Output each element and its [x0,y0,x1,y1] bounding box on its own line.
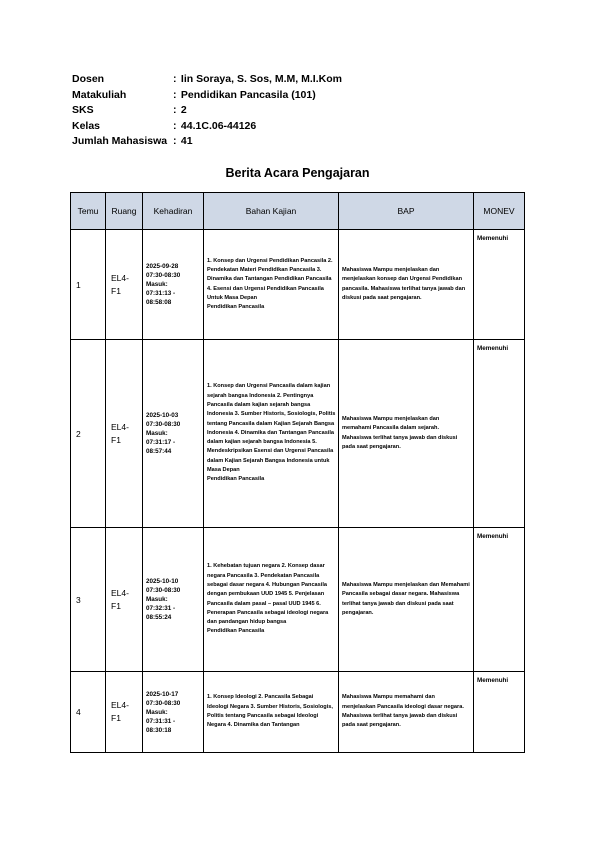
header-monev: MONEV [474,193,525,230]
cell-kehadiran [143,672,204,753]
info-value: Pendidikan Pancasila (101) [180,88,316,101]
cell-kehadiran [143,340,204,528]
table-row [71,528,525,672]
kehadiran-in: 07:31:17 - [146,439,176,446]
cell-monev: Memenuhi [474,230,525,340]
info-value: 44.1C.06-44126 [180,119,257,132]
bap-table [70,192,525,753]
cell-monev: Memenuhi [474,528,525,672]
cell-temu: 2 [71,340,106,528]
kehadiran-time: 07:30-08:30 [146,421,181,428]
cell-temu: 4 [71,672,106,753]
info-label: Matakuliah [72,88,127,101]
kehadiran-time: 07:30-08:30 [146,272,181,279]
kehadiran-label: Masuk: [146,281,168,288]
header-bahan-kajian: Bahan Kajian [204,193,339,230]
cell-bahan-kajian: 1. Konsep Ideologi 2. Pancasila Sebagai Ideologi Negara 3. Sumber Historis, Sosiologis, Politis tentang Pancasila sebagai Ideologi Negara 4. Dinamika dan Tantangan [204,672,339,753]
cell-bahan-kajian: 1. Konsep dan Urgensi Pendidikan Pancasila 2. Pendekatan Materi Pendidikan Pancasila 3. Dinamika dan Tantangan Pendidikan Pancasila 4. Esensi dan Urgensi Pendidikan Pancasila Untuk Masa Depan Pendidikan Pancasila [204,230,339,340]
kehadiran-out: 08:57:44 [146,448,172,455]
cell-bap: Mahasiswa Mampu menjelaskan dan Memahami Pancasila sebagai dasar negara. Mahasiswa terlihat tanya jawab dan diskusi pada saat pengajaran. [339,528,474,672]
info-row-kelas: Kelas : 44.1C.06-44126 [72,119,342,135]
cell-monev: Memenuhi [474,340,525,528]
info-label: Kelas [72,119,101,132]
cell-ruang: EL4- F1 [106,528,143,672]
info-value: 41 [180,135,193,147]
kehadiran-label: Masuk: [146,596,168,603]
kehadiran-out: 08:58:08 [146,299,172,306]
info-row-dosen: Dosen : Iin Soraya, S. Sos, M.M, M.I.Kom [72,72,342,88]
info-row-jumlah-mahasiswa: Jumlah Mahasiswa : 41 [72,134,342,150]
kehadiran-out: 08:30:18 [146,726,172,734]
header-temu: Temu [71,193,106,230]
cell-kehadiran [143,230,204,340]
header-kehadiran: Kehadiran [143,193,204,230]
info-label: Dosen [72,73,105,85]
kehadiran-date: 2025-10-10 [146,578,179,585]
cell-ruang: EL4- F1 [106,340,143,528]
page-title: Berita Acara Pengajaran [225,166,370,180]
info-row-sks: SKS : 2 [72,103,342,119]
kehadiran-label: Masuk: [146,430,168,437]
header-ruang: Ruang [106,193,143,230]
cell-bap: Mahasiswa Mampu menjelaskan dan memahami Pancasila dalam sejarah. Mahasiswa terlihat tanya jawab dan diskusi pada saat pengajaran. [339,340,474,528]
kehadiran-in: 07:31:13 - [146,290,176,297]
kehadiran-time: 07:30-08:30 [146,699,181,707]
kehadiran-date: 2025-10-03 [146,412,179,419]
cell-kehadiran [143,528,204,672]
cell-temu: 1 [71,230,106,340]
cell-bap: Mahasiswa Mampu menjelaskan dan menjelaskan konsep dan Urgensi Pendidikan pancasila. Mahasiswa terlihat tanya jawab dan diskusi pada saat pengajaran. [339,230,474,340]
cell-temu: 3 [71,528,106,672]
kehadiran-date: 2025-10-17 [146,690,179,698]
kehadiran-in: 07:31:31 - [146,717,176,725]
table-row [71,672,525,753]
cell-monev: Memenuhi [474,672,525,753]
info-label: SKS [72,104,94,116]
info-value: 2 [180,104,187,116]
header-bap: BAP [339,193,474,230]
table-row [71,230,525,340]
cell-bahan-kajian: 1. Konsep dan Urgensi Pancasila dalam kajian sejarah bangsa Indonesia 2. Pentingnya Pancasila dalam kajian sejarah bangsa Indonesia 3. Sumber Historis, Sosiologis, Politis tentang Pancasila dalam Kajian Sejarah Bangsa Indonesia 4. Dinamika dan Tantangan Pancasila dalam kajian sejarah bangsa Indonesia 5. Mendeskripsikan Esensi dan Urgensi Pancasila dalam Kajian Sejarah Bangsa Indonesia untuk Masa Depan Pendidikan Pancasila [204,340,339,528]
kehadiran-in: 07:32:31 - [146,605,176,612]
course-info [72,72,342,150]
kehadiran-date: 2025-09-28 [146,263,179,270]
cell-bap: Mahasiswa Mampu memahami dan menjelaskan Pancasila ideologi dasar negara. Mahasiswa terlihat tanya jawab dan diskusi pada saat pengajaran. [339,672,474,753]
kehadiran-label: Masuk: [146,708,168,716]
info-label: Jumlah Mahasiswa [72,135,168,147]
table-row [71,340,525,528]
cell-ruang: EL4- F1 [106,230,143,340]
info-value: Iin Soraya, S. Sos, M.M, M.I.Kom [180,73,342,85]
kehadiran-out: 08:55:24 [146,614,172,621]
cell-ruang: EL4- F1 [106,672,143,753]
cell-bahan-kajian: 1. Kehebatan tujuan negara 2. Konsep dasar negara Pancasila 3. Pendekatan Pancasila sebagai dasar negara 4. Hubungan Pancasila dengan pembukaan UUD 1945 5. Penjelasan Pancasila dalam pasal – pasal UUD 1945 6. Penerapan Pancasila sebagai ideologi negara dan pandangan hidup bangsa Pendidikan Pancasila [204,528,339,672]
table-header-row [71,193,525,230]
info-row-matakuliah: Matakuliah : Pendidikan Pancasila (101) [72,88,342,104]
kehadiran-time: 07:30-08:30 [146,587,181,594]
